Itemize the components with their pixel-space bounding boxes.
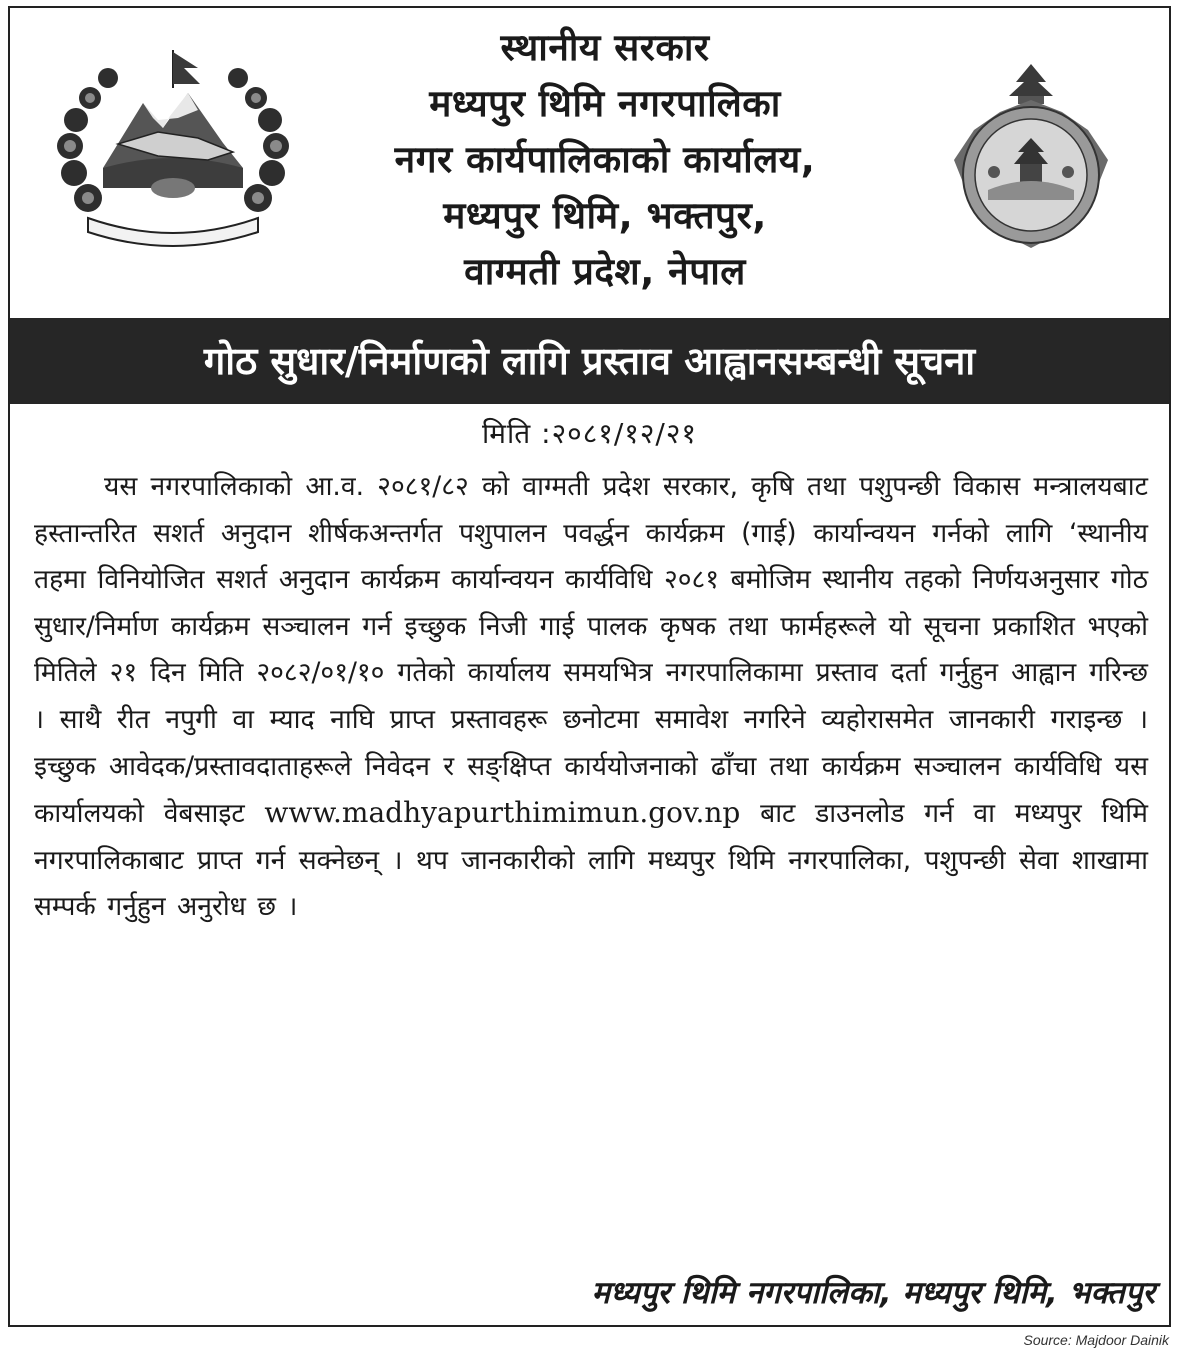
notice-title-banner: गोठ सुधार/निर्माणको लागि प्रस्ताव आह्वानसम्बन्धी सूचना (10, 318, 1169, 404)
notice-body-text-continued: बाट डाउनलोड गर्न वा मध्यपुर थिमि नगरपालिकाबाट प्राप्त गर्न सक्नेछन् । थप जानकारीको लागि मध्यपुर थिमि नगरपालिका, पशुपन्छी सेवा शाखामा सम्पर्क गर्नुहुन अनुरोध छ । (34, 798, 1148, 923)
notice-frame (8, 6, 1171, 1327)
source-credit: Source: Majdoor Dainik (1023, 1332, 1169, 1348)
notice-date: मिति :२०८१/१२/२१ (482, 417, 697, 450)
notice-body-text: यस नगरपालिकाको आ.व. २०८१/८२ को वाग्मती प्रदेश सरकार, कृषि तथा पशुपन्छी विकास मन्त्रालयबाट हस्तान्तरित सशर्त अनुदान शीर्षकअन्तर्गत पशुपालन पवर्द्धन कार्यक्रम (गाई) कार्यान्वयन गर्नको लागि ‘स्थानीय तहमा विनियोजित सशर्त अनुदान कार्यक्रम कार्यान्वयन कार्यविधि २०८१ बमोजिम स्थानीय तहको निर्णयअनुसार गोठ सुधार/निर्माण कार्यक्रम सञ्चालन गर्न इच्छुक निजी गाई पालक कृषक तथा फार्महरूले यो सूचना प्रकाशित भएको मितिले २१ दिन मिति २०८२/०१/१० गतेको कार्यालय समयभित्र नगरपालिकामा प्रस्ताव दर्ता गर्नुहुन आह्वान गरिन्छ । साथै रीत नपुगी वा म्याद नाघि प्राप्त प्रस्तावहरू छनोटमा समावेश नगरिने व्यहोरासमेत जानकारी गराइन्छ । इच्छुक आवेदक/प्रस्तावदाताहरूले निवेदन र सङ्क्षिप्त कार्ययोजनाको ढाँचा तथा कार्यक्रम सञ्चालन कार्यविधि यस कार्यालयको वेबसाइट (34, 471, 1148, 830)
heading-province: वाग्मती प्रदेश, नेपाल (464, 250, 746, 293)
heading-municipality: मध्यपुर थिमि नगरपालिका (429, 82, 781, 125)
website-link[interactable]: www.madhyapurthimimun.gov.np (264, 796, 741, 830)
heading-local-government: स्थानीय सरकार (500, 26, 710, 69)
notice-header (10, 8, 1169, 320)
heading-office: नगर कार्यपालिकाको कार्यालय, (394, 138, 816, 181)
notice-signature: मध्यपुर थिमि नगरपालिका, मध्यपुर थिमि, भक्तपुर (591, 1275, 1155, 1311)
notice-body (34, 464, 1148, 931)
nepal-emblem-icon (48, 48, 298, 248)
municipality-logo-icon (938, 60, 1124, 260)
heading-location: मध्यपुर थिमि, भक्तपुर, (443, 194, 767, 237)
office-address-block (310, 20, 900, 300)
